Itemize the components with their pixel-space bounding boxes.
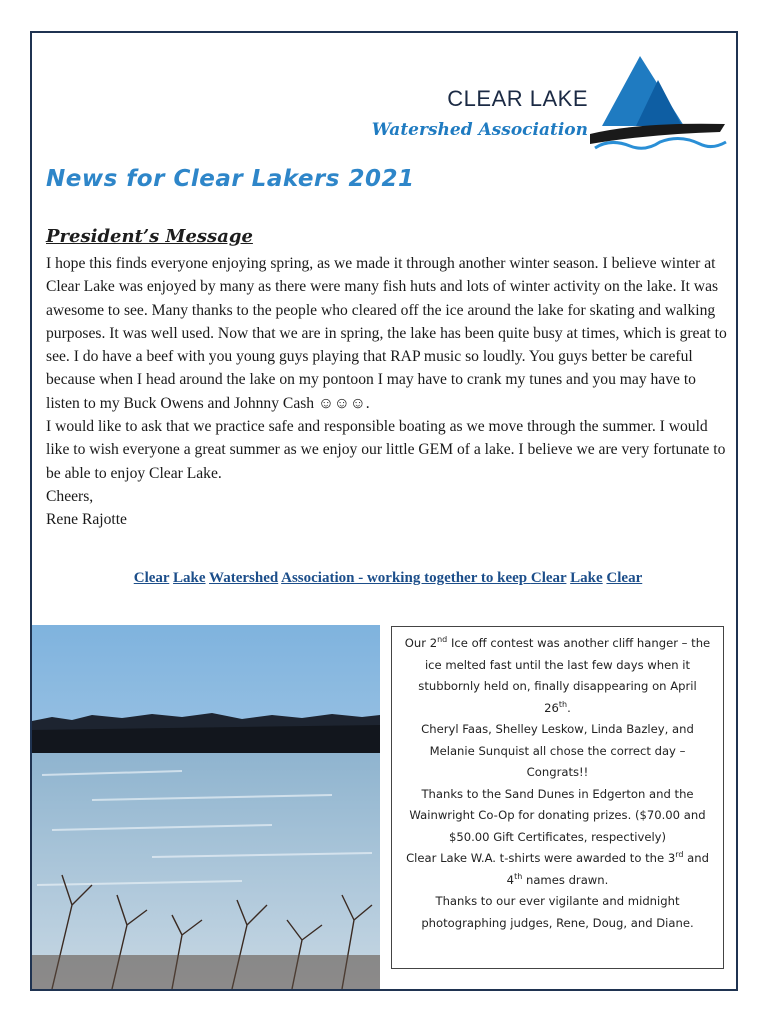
- ice-off-contest-box: [391, 626, 724, 969]
- contest-tshirts: [404, 848, 711, 891]
- tagline-word: Clear: [606, 570, 643, 586]
- tagline-middle: - working together to keep: [354, 570, 531, 586]
- newsletter-title: News for Clear Lakers 2021: [46, 166, 415, 192]
- contest-text: Our 2: [404, 636, 438, 650]
- tagline-word: Lake: [570, 570, 603, 586]
- contest-winners: Cheryl Faas, Shelley Leskow, Linda Bazley, and Melanie Sunquist all chose the correct day – Congrats!!: [421, 722, 694, 779]
- message-paragraph-1: I hope this finds everyone enjoying spring, as we made it through another winter season. I believe winter at Clear Lake was enjoyed by many as there were many fish huts and lots of winter activity on the lake. It was awesome to see. Many thanks to the people who cleared off the ice around the lake for skating and walking purposes. It was well used. Now that we are in spring, the lake has been quite busy at times, which is great to see. I do have a beef with you young guys playing that RAP music so loudly. You guys better be careful because when I head around the lake on my pontoon I may have to crank my tunes and you may have to listen to my Buck Owens and Johnny Cash ☺☺☺.: [46, 255, 727, 412]
- contest-thanks: Thanks to the Sand Dunes in Edgerton and the Wainwright Co-Op for donating prizes. ($70.00 and $50.00 Gift Certificates, respectively): [409, 786, 706, 844]
- tagline-word: Clear: [133, 570, 170, 586]
- tagline-word: Association: [281, 570, 355, 586]
- contest-text: Ice off contest was another cliff hanger – the ice melted fast until the last few days when it stubbornly held on, finally disappearing on April 26: [418, 636, 711, 715]
- presidents-message-body: [46, 252, 730, 532]
- tagline-word: Watershed: [209, 570, 279, 586]
- contest-text: .: [567, 700, 571, 715]
- contest-sup: th: [558, 699, 568, 709]
- tagline-word: Clear: [530, 570, 567, 586]
- frozen-lake-photo: [32, 625, 380, 989]
- contest-judges: Thanks to our ever vigilante and midnight photographing judges, Rene, Doug, and Diane.: [421, 894, 694, 930]
- contest-text: and 4: [506, 851, 709, 887]
- contest-sup: rd: [675, 850, 684, 860]
- message-paragraph-2: I would like to ask that we practice safe and responsible boating as we move through the summer. I would like to wish everyone a great summer as we enjoy our little GEM of a lake. I believe we are very fortunate to be able to enjoy Clear Lake.: [46, 418, 726, 482]
- association-tagline: [46, 570, 730, 587]
- contest-sup: nd: [437, 635, 448, 645]
- contest-intro: [404, 633, 711, 719]
- presidents-message-heading: President’s Message: [46, 226, 253, 247]
- logo-subtitle: Watershed Association: [371, 120, 588, 140]
- contest-text: Clear Lake W.A. t-shirts were awarded to the 3: [406, 851, 676, 865]
- message-signature: Rene Rajotte: [46, 511, 127, 529]
- message-closing: Cheers,: [46, 487, 94, 505]
- contest-sup: th: [514, 871, 523, 881]
- contest-text: names drawn.: [522, 872, 609, 887]
- tagline-word: Lake: [173, 570, 206, 586]
- logo-title: CLEAR LAKE: [447, 86, 588, 111]
